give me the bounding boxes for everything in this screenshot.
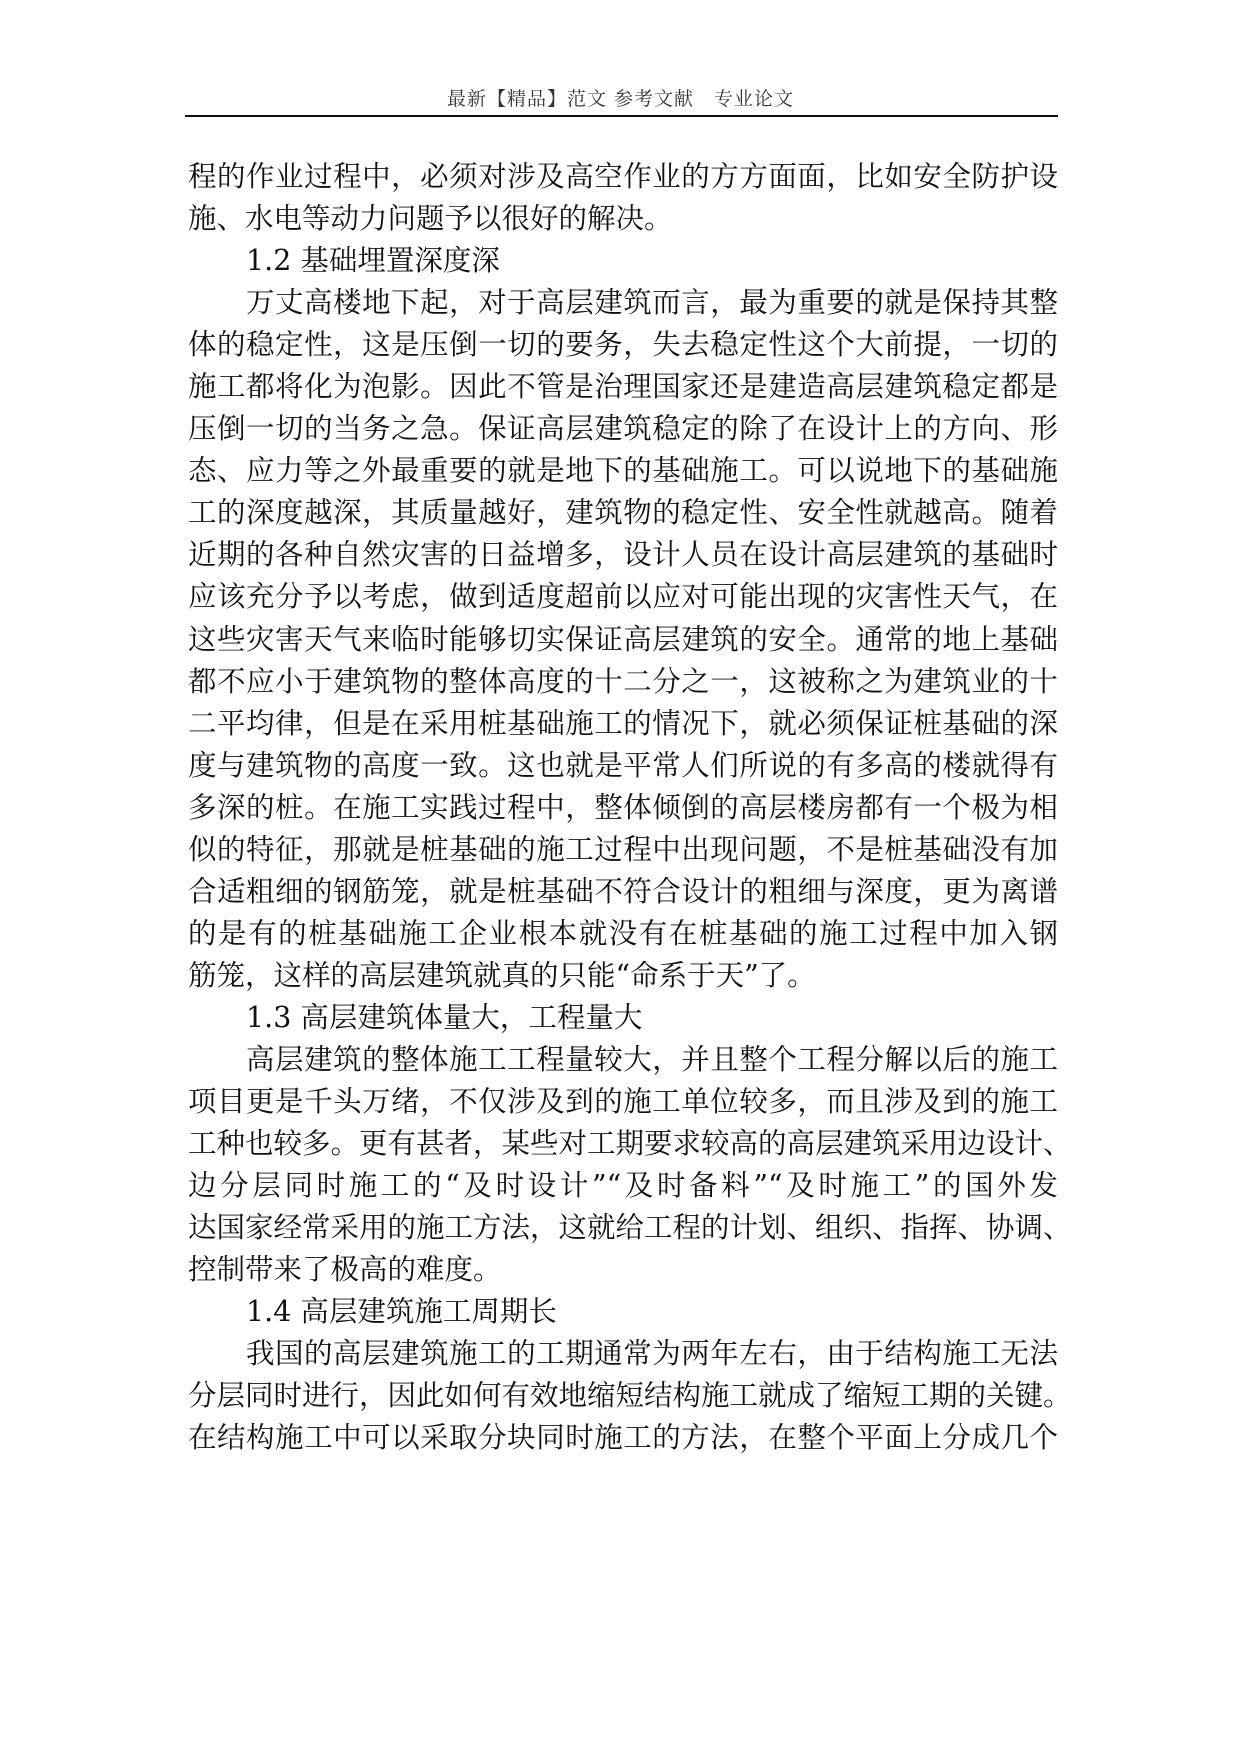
text-line: 1.3 高层建筑体量大，工程量大	[246, 1000, 643, 1034]
text-line: 都不应小于建筑物的整体高度的十二分之一，这被称之为建筑业的十	[188, 664, 1058, 698]
text-line: 这些灾害天气来临时能够切实保证高层建筑的安全。通常的地上基础	[188, 622, 1058, 656]
text-line: 施、水电等动力问题予以很好的解决。	[188, 202, 673, 236]
text-line: 施工都将化为泡影。因此不管是治理国家还是建造高层建筑稳定都是	[188, 370, 1058, 404]
text-line: 多深的桩。在施工实践过程中，整体倾倒的高层楼房都有一个极为相	[188, 790, 1058, 824]
text-line: 我国的高层建筑施工的工期通常为两年左右，由于结构施工无法	[246, 1337, 1058, 1371]
running-header: 最新【精品】范文 参考文献 专业论文	[446, 88, 795, 110]
text-line: 合适粗细的钢筋笼，就是桩基础不符合设计的粗细与深度，更为离谱	[188, 874, 1058, 908]
text-line: 近期的各种自然灾害的日益增多，设计人员在设计高层建筑的基础时	[188, 538, 1058, 572]
text-line: 项目更是千头万绪，不仅涉及到的施工单位较多，而且涉及到的施工	[188, 1085, 1058, 1119]
text-line: 似的特征，那就是桩基础的施工过程中出现问题，不是桩基础没有加	[188, 832, 1058, 866]
text-line: 体的稳定性，这是压倒一切的要务，失去稳定性这个大前提，一切的	[188, 328, 1058, 362]
header-rule	[185, 115, 1058, 117]
text-line: 的是有的桩基础施工企业根本就没有在桩基础的施工过程中加入钢	[188, 916, 1058, 950]
text-line: 工种也较多。更有甚者，某些对工期要求较高的高层建筑采用边设计、	[188, 1127, 1072, 1161]
text-line: 边分层同时施工的“及时设计”“及时备料”“及时施工”的国外发	[188, 1169, 1058, 1203]
text-line: 度与建筑物的高度一致。这也就是平常人们所说的有多高的楼就得有	[188, 748, 1058, 782]
body-text	[188, 156, 1072, 1459]
text-line: 1.2 基础埋置深度深	[246, 244, 500, 278]
text-line: 应该充分予以考虑，做到适度超前以应对可能出现的灾害性天气，在	[188, 580, 1058, 614]
text-line: 控制带来了极高的难度。	[188, 1253, 502, 1287]
text-line: 态、应力等之外最重要的就是地下的基础施工。可以说地下的基础施	[188, 454, 1058, 488]
text-line: 达国家经常采用的施工方法，这就给工程的计划、组织、指挥、协调、	[188, 1211, 1072, 1245]
text-line: 在结构施工中可以采取分块同时施工的方法，在整个平面上分成几个	[188, 1421, 1058, 1455]
text-line: 万丈高楼地下起，对于高层建筑而言，最为重要的就是保持其整	[246, 286, 1058, 320]
text-line: 高层建筑的整体施工工程量较大，并且整个工程分解以后的施工	[246, 1042, 1058, 1076]
text-line: 程的作业过程中，必须对涉及高空作业的方方面面，比如安全防护设	[188, 160, 1058, 193]
text-line: 压倒一切的当务之急。保证高层建筑稳定的除了在设计上的方向、形	[188, 412, 1058, 446]
text-line: 工的深度越深，其质量越好，建筑物的稳定性、安全性就越高。随着	[188, 496, 1058, 530]
text-line: 1.4 高层建筑施工周期长	[246, 1295, 557, 1329]
text-line: 筋笼，这样的高层建筑就真的只能“命系于天”了。	[188, 958, 816, 992]
text-line: 分层同时进行，因此如何有效地缩短结构施工就成了缩短工期的关键。	[188, 1379, 1072, 1413]
text-line: 二平均律，但是在采用桩基础施工的情况下，就必须保证桩基础的深	[188, 706, 1058, 740]
